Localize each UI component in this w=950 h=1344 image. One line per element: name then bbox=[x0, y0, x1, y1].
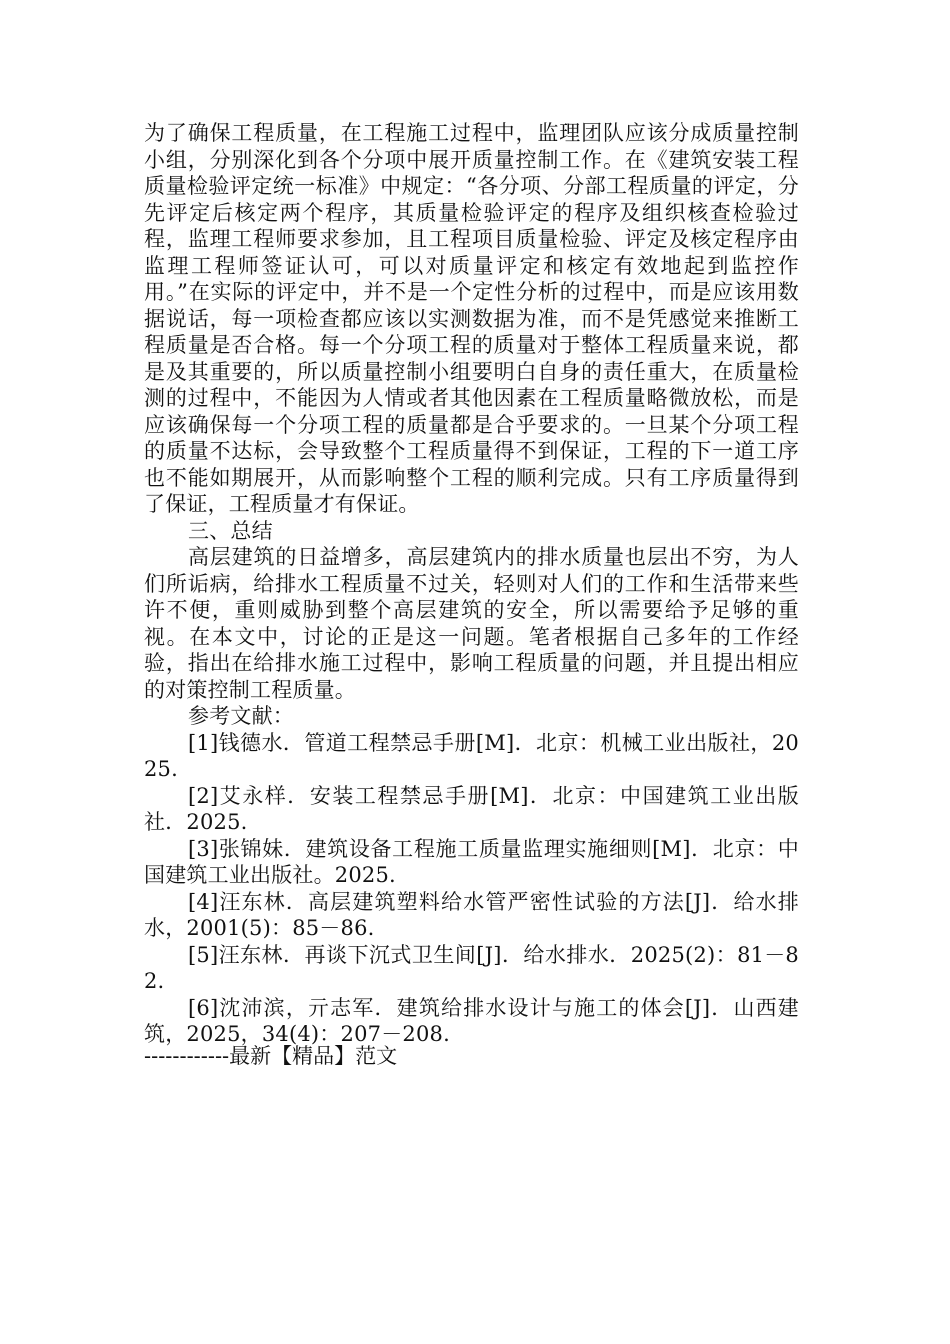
reference-item-1: [1]钱德水．管道工程禁忌手册[M]．北京：机械工业出版社，2025. bbox=[144, 730, 799, 781]
summary-paragraph: 高层建筑的日益增多，高层建筑内的排水质量也层出不穷，为人们所诟病，给排水工程质量不过关，轻则对人们的工作和生活带来些许不便，重则威胁到整个高层建筑的安全，所以需要给予足够的重视。在本文中，讨论的正是这一问题。笔者根据自己多年的工作经验，指出在给排水施工过程中，影响工程质量的问题，并且提出相应的对策控制工程质量。 bbox=[144, 545, 799, 702]
reference-item-2: [2]艾永样．安装工程禁忌手册[M]．北京：中国建筑工业出版社．2025. bbox=[144, 783, 799, 834]
reference-item-3: [3]张锦妹．建筑设备工程施工质量监理实施细则[M]．北京：中国建筑工业出版社。2025. bbox=[144, 836, 799, 887]
reference-item-5: [5]汪东林．再谈下沉式卫生间[J]．给水排水．2025(2)：81－82. bbox=[144, 942, 799, 993]
references-heading: 参考文献： bbox=[188, 704, 294, 728]
document-body bbox=[144, 120, 799, 1048]
section-heading: 三、总结 bbox=[188, 518, 273, 543]
reference-item-4: [4]汪东林．高层建筑塑料给水管严密性试验的方法[J]．给水排水，2001(5)：85－86. bbox=[144, 889, 799, 940]
reference-item-6: [6]沈沛滨，亓志军．建筑给排水设计与施工的体会[J]．山西建筑，2025，34(4)：207－208. bbox=[144, 995, 799, 1046]
body-paragraph: 为了确保工程质量，在工程施工过程中，监理团队应该分成质量控制小组，分别深化到各个分项中展开质量控制工作。在《建筑安装工程质量检验评定统一标准》中规定：“各分项、分部工程质量的评定，分先评定后核定两个程序，其质量检验评定的程序及组织核查检验过程，监理工程师要求参加，且工程项目质量检验、评定及核定程序由监理工程师签证认可，可以对质量评定和核定有效地起到监控作用。”在实际的评定中，并不是一个定性分析的过程中，而是应该用数据说话，每一项检查都应该以实测数据为准，而不是凭感觉来推断工程质量是否合格。每一个分项工程的质量对于整体工程质量来说，都是及其重要的，所以质量控制小组要明白自身的责任重大，在质量检测的过程中，不能因为人情或者其他因素在工程质量略微放松，而是应该确保每一个分项工程的质量都是合乎要求的。一旦某个分项工程的质量不达标，会导致整个工程质量得不到保证，工程的下一道工序也不能如期展开，从而影响整个工程的顺利完成。只有工序质量得到了保证，工程质量才有保证。 bbox=[144, 121, 799, 516]
footer-note: ------------最新【精品】范文 bbox=[144, 1044, 398, 1068]
